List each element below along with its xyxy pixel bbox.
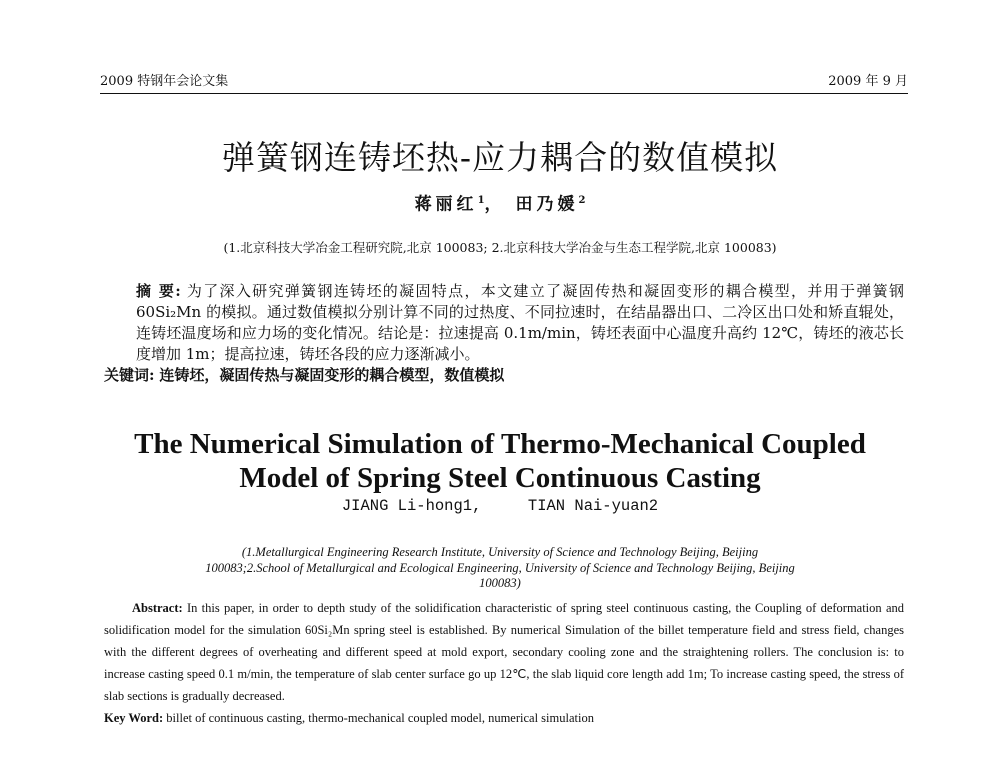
author-separator: ， xyxy=(484,194,506,215)
english-affiliation-line-1: (1.Metallurgical Engineering Research Institute, University of Science and Technology Beijing, Beijing xyxy=(241,545,759,559)
english-affiliation-line-2: 100083;2.School of Metallurgical and Ecological Engineering, University of Science and Technology Beijing, Beijing xyxy=(205,560,795,575)
english-affiliation-line-3: 100083) xyxy=(479,576,521,590)
chinese-abstract xyxy=(104,281,904,386)
english-title-line-1: The Numerical Simulation of Thermo-Mechanical Coupled xyxy=(134,428,866,460)
abstract-en-paragraph xyxy=(104,597,904,707)
english-authors: JIANG Li-hong1, TIAN Nai-yuan2 xyxy=(341,497,659,515)
english-title-line-2: Model of Spring Steel Continuous Casting xyxy=(239,462,761,494)
english-affiliation xyxy=(110,545,890,592)
keywords-en-label: Key Word: xyxy=(104,711,164,725)
english-abstract xyxy=(104,597,904,729)
abstract-cn-paragraph xyxy=(104,281,904,365)
english-title xyxy=(0,427,1000,495)
header-date: 2009 年 9 月 xyxy=(828,74,908,89)
keywords-en-text: billet of continuous casting, thermo-mechanical coupled model, numerical simulation xyxy=(166,711,594,725)
author-2-cn: 田乃媛 xyxy=(515,194,579,215)
keywords-cn-paragraph xyxy=(104,365,904,386)
keywords-en-paragraph xyxy=(104,707,904,729)
chinese-title: 弹簧钢连铸坯热-应力耦合的数值模拟 xyxy=(221,138,779,177)
header-proceedings-name: 2009 特钢年会论文集 xyxy=(100,74,229,89)
running-header xyxy=(100,74,908,94)
author-2-affil-mark: 2 xyxy=(578,195,586,206)
author-1-affil-mark: 1 xyxy=(477,195,485,206)
chinese-authors xyxy=(0,190,1000,216)
author-1-cn: 蒋丽红 xyxy=(414,194,478,215)
chinese-affiliation: (1.北京科技大学冶金工程研究院,北京 100083; 2.北京科技大学冶金与生态工程学院,北京 100083) xyxy=(223,240,777,255)
abstract-cn-text: 为了深入研究弹簧钢连铸坯的凝固特点，本文建立了凝固传热和凝固变形的耦合模型，并用于弹簧钢 60Si₂Mn 的模拟。通过数值模拟分别计算不同的过热度、不同拉速时，在结晶器出口、二冷区出口处和矫直辊处，连铸坯温度场和应力场的变化情况。结论是：拉速提高 0.1m/min，铸坯表面中心温度升高约 12℃，铸坯的液芯长度增加 1m；提高拉速，铸坯各段的应力逐渐减小。 xyxy=(136,282,904,363)
abstract-en-text: In this paper, in order to depth study of the solidification characteristic of spring steel continuous casting, the Coupling of deformation and solidification model for the simulation 60Si₂Mn spring steel is established. By numerical Simulation of the billet temperature field and stress field, changes with the different degrees of overheating and different speed at mold export, secondary cooling zone and the straightening rollers. The conclusion is: to increase casting speed 0.1 m/min, the temperature of slab center surface go up 12℃, the slab liquid core length add 1m; To increase casting speed, the stress of slab sections is gradually decreased. xyxy=(104,601,904,703)
keywords-cn-label: 关键词: xyxy=(104,366,155,384)
abstract-cn-label: 摘 要: xyxy=(136,282,181,300)
abstract-en-label: Abstract: xyxy=(132,601,183,615)
keywords-cn-text: 连铸坯，凝固传热与凝固变形的耦合模型，数值模拟 xyxy=(159,366,505,384)
